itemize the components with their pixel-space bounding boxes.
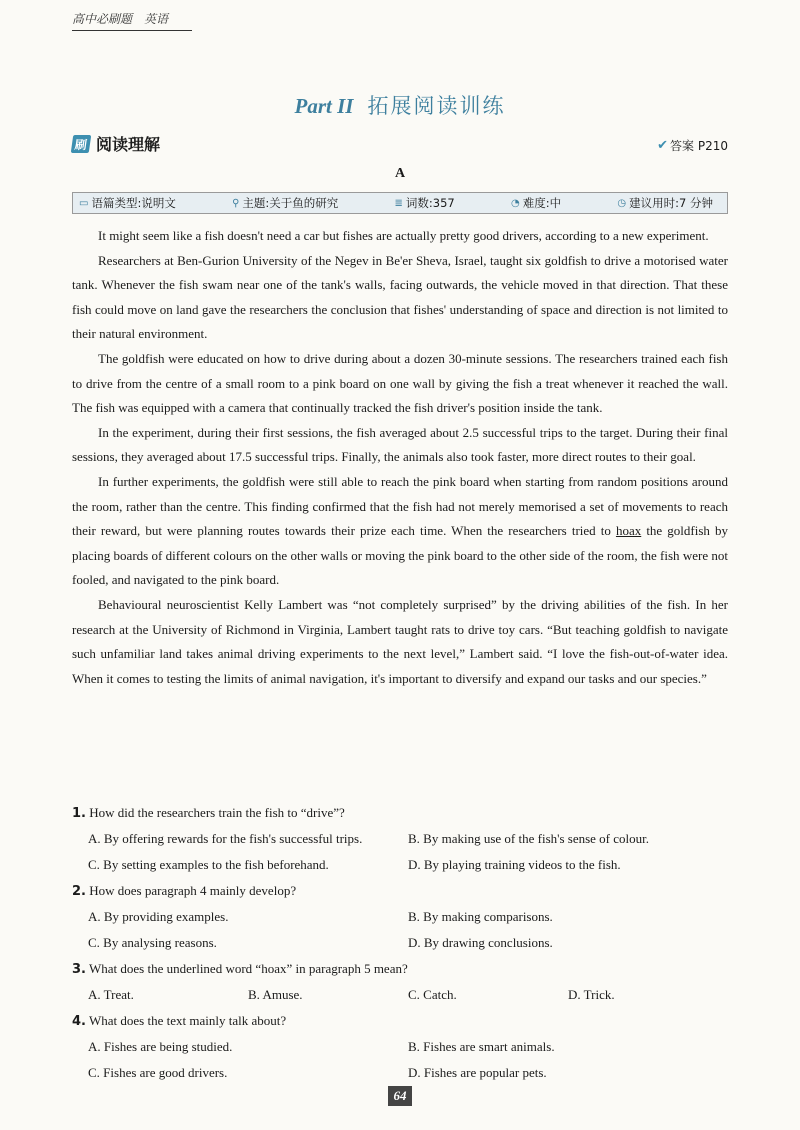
option-row — [72, 852, 728, 878]
info-topic — [232, 195, 338, 211]
option-a: A. By offering rewards for the fish's successful trips. — [88, 831, 363, 846]
search-icon: ⚲ — [232, 197, 240, 209]
question-3 — [72, 956, 728, 1008]
paragraph-5-text-b: the goldfish by placing boards of different colours on the other walls or moving the pink board to the other side of the room, the fish were not fooled, and navigated to the pink board. — [72, 523, 728, 588]
question-text: What does the underlined word “hoax” in paragraph 5 mean? — [89, 961, 408, 976]
question-text: What does the text mainly talk about? — [89, 1013, 287, 1028]
option-d: D. By drawing conclusions. — [408, 935, 553, 950]
part-title-cn: 拓展阅读训练 — [367, 94, 506, 118]
paragraph-6: Behavioural neuroscientist Kelly Lambert was “not completely surprised” by the driving abilities of the fish. In her research at the University of Richmond in Virginia, Lambert taught rats to drive toy cars. “But teaching goldfish to navigate such unfamiliar land takes animal driving experiments to the next level,” Lambert said. “I love the fish-out-of-water idea. When it comes to testing the limits of animal navigation, it's important to diversify and expand our tasks and our species.” — [72, 596, 728, 686]
option-row — [72, 904, 728, 930]
part-title — [0, 90, 800, 120]
info-words-text: 词数:357 — [405, 196, 455, 210]
paragraph-3: The goldfish were educated on how to drive during about a dozen 30-minute sessions. The researchers trained each fish to drive from the centre of a small room to a pink board on one wall by giving the fish a treat whenever it reached the wall. The fish was equipped with a camera that continually tracked the fish driver's position inside the tank. — [72, 350, 728, 416]
running-head: 高中必刷题 英语 — [72, 10, 192, 31]
question-number: 1. — [72, 806, 86, 821]
paragraph-4: In the experiment, during their first sessions, the fish averaged about 2.5 successful trips to the target. During their final sessions, they averaged about 17.5 successful trips. Finally, the animals also took faster, more direct routes to their goal. — [72, 424, 728, 465]
question-4 — [72, 1008, 728, 1086]
option-d: D. Trick. — [568, 987, 615, 1002]
option-b: B. Fishes are smart animals. — [408, 1039, 555, 1054]
answer-reference-text: 答案 P210 — [670, 139, 728, 153]
document-icon: ▭ — [79, 197, 89, 209]
brush-icon: 刷 — [71, 135, 92, 153]
info-time — [617, 195, 713, 211]
option-d: D. Fishes are popular pets. — [408, 1065, 547, 1080]
section-header — [72, 132, 160, 155]
info-difficulty-text: 难度:中 — [522, 196, 562, 210]
passage-info-bar — [72, 192, 728, 214]
option-row — [72, 930, 728, 956]
list-icon: ≣ — [394, 197, 403, 209]
underlined-word: hoax — [615, 523, 642, 539]
question-1 — [72, 800, 728, 878]
paragraph-5 — [72, 470, 728, 593]
info-type-text: 语篇类型:说明文 — [91, 196, 176, 210]
question-stem — [72, 878, 728, 904]
option-c: C. Fishes are good drivers. — [88, 1065, 228, 1080]
info-words — [395, 195, 455, 211]
question-number: 3. — [72, 962, 86, 977]
question-stem — [72, 1008, 728, 1034]
option-a: A. By providing examples. — [88, 909, 229, 924]
option-row — [72, 982, 728, 1008]
option-row — [72, 1060, 728, 1086]
question-number: 2. — [72, 884, 86, 899]
question-list — [72, 800, 728, 1086]
info-difficulty — [511, 195, 561, 211]
part-title-en: Part II — [294, 94, 354, 118]
question-stem — [72, 800, 728, 826]
option-b: B. By making comparisons. — [408, 909, 553, 924]
paragraph-2: Researchers at Ben-Gurion University of the Negev in Be'er Sheva, Israel, taught six goldfish to drive a motorised water tank. Whenever the fish swam near one of the tank's walls, facing outwards, the vehicle moved in that direction. That these fish could move on land gave the researchers the conclusion that fishes' understanding of space and direction is not limited to their natural environment. — [72, 252, 728, 342]
option-b: B. Amuse. — [248, 987, 303, 1002]
option-b: B. By making use of the fish's sense of colour. — [408, 831, 650, 846]
question-text: How did the researchers train the fish to “drive”? — [89, 805, 345, 820]
info-type — [79, 195, 176, 211]
info-topic-text: 主题:关于鱼的研究 — [242, 196, 339, 210]
question-stem — [72, 956, 728, 982]
info-time-text: 建议用时:7 分钟 — [629, 196, 713, 210]
question-number: 4. — [72, 1014, 86, 1029]
passage-label: A — [394, 166, 406, 181]
paragraph-5-text-a: In further experiments, the goldfish were still able to reach the pink board when starting from random positions around the room, rather than the centre. This finding confirmed that the fish had not merely memorised a set of movements to reach their reward, but were planning routes towards their prize each time. When the researchers tried to — [72, 473, 728, 539]
option-row — [72, 1034, 728, 1060]
question-text: How does paragraph 4 mainly develop? — [89, 883, 297, 898]
page-number: 64 — [388, 1086, 412, 1106]
option-c: C. Catch. — [408, 987, 457, 1002]
clock-icon: ◷ — [617, 197, 627, 209]
gauge-icon: ◔ — [511, 197, 520, 209]
answer-reference — [657, 137, 728, 154]
option-c: C. By setting examples to the fish beforehand. — [88, 857, 329, 872]
question-2 — [72, 878, 728, 956]
option-c: C. By analysing reasons. — [88, 935, 217, 950]
option-a: A. Treat. — [88, 987, 134, 1002]
reading-passage — [72, 224, 728, 691]
paragraph-1: It might seem like a fish doesn't need a car but fishes are actually pretty good drivers, according to a new experiment. — [98, 228, 709, 243]
option-row — [72, 826, 728, 852]
section-title: 阅读理解 — [96, 135, 161, 154]
check-icon: ✔ — [657, 138, 669, 153]
option-d: D. By playing training videos to the fish. — [408, 857, 621, 872]
option-a: A. Fishes are being studied. — [88, 1039, 233, 1054]
